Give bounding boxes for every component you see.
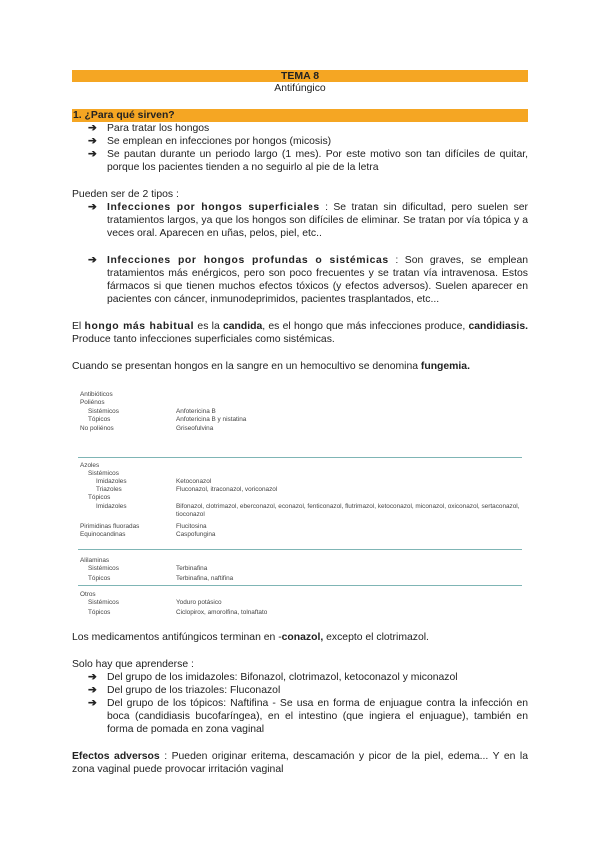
table-row bbox=[80, 503, 520, 518]
table-cell-category: Azoles bbox=[80, 462, 100, 469]
arrow-right-icon: ➔ bbox=[88, 255, 97, 266]
arrow-right-icon: ➔ bbox=[88, 202, 97, 213]
table-row bbox=[80, 591, 520, 599]
table-row bbox=[80, 599, 520, 607]
table-row bbox=[80, 425, 520, 433]
arrow-right-icon: ➔ bbox=[88, 672, 97, 683]
list-item: ➔ Se emplean en infecciones por hongos (micosis) bbox=[88, 136, 332, 147]
table-divider bbox=[78, 457, 522, 458]
table-cell-category: Poliénos bbox=[80, 399, 105, 406]
arrow-right-icon: ➔ bbox=[88, 149, 97, 160]
table-cell-drugs: Anfotericina B y nistatina bbox=[176, 416, 247, 423]
table-cell-category: Antibióticos bbox=[80, 391, 113, 398]
table-cell-category: Sistémicos bbox=[88, 599, 119, 606]
table-cell-category: Tópicos bbox=[88, 609, 111, 616]
arrow-right-icon: ➔ bbox=[88, 685, 97, 696]
table-row bbox=[80, 565, 520, 573]
table-cell-category: Tópicos bbox=[88, 575, 111, 582]
table-cell-drugs: Bifonazol, clotrimazol, eberconazol, econazol, fenticonazol, flutrimazol, ketoconazol, miconazol, oxiconazol, sertaconazol, tioconazol bbox=[176, 503, 520, 518]
table-cell-category: Sistémicos bbox=[88, 470, 119, 477]
adverse-effects-paragraph: Efectos adversos : Pueden originar eritema, descamación y picor de la piel, edema... Y en la zona vaginal puede provocar irritación vaginal bbox=[72, 751, 528, 775]
table-row bbox=[80, 609, 520, 617]
table-cell-category: Alilaminas bbox=[80, 557, 110, 564]
arrow-right-icon: ➔ bbox=[88, 136, 97, 147]
list-item: ➔ Del grupo de los triazoles: Fluconazol bbox=[88, 685, 281, 696]
page-subtitle: Antifúngico bbox=[274, 83, 326, 94]
table-cell-drugs: Caspofungina bbox=[176, 531, 216, 538]
table-cell-category: Tópicos bbox=[88, 494, 111, 501]
list-item: ➔ Infecciones por hongos superficiales : Se tratan sin dificultad, pero suelen ser tratamientos largos, ya que los hongos son difíciles de eliminar. Se tratan por vía tópica y a veces oral. Aparecen en uñas, pelos, piel, etc.. bbox=[88, 202, 528, 239]
table-cell-category: Triazoles bbox=[96, 486, 122, 493]
candida-paragraph: El hongo más habitual es la candida, es el hongo que más infecciones produce, candidiasis. Produce tanto infecciones superficiales como sistémicas. bbox=[72, 321, 528, 345]
table-row bbox=[80, 478, 520, 486]
purpose-list bbox=[72, 122, 528, 174]
document-page bbox=[72, 70, 528, 776]
table-cell-category: Sistémicos bbox=[88, 565, 119, 572]
table-divider bbox=[78, 585, 522, 586]
table-cell-category: Sistémicos bbox=[88, 408, 119, 415]
table-cell-drugs: Ketoconazol bbox=[176, 478, 212, 485]
table-row bbox=[80, 486, 520, 494]
table-row bbox=[80, 494, 520, 502]
table-row bbox=[80, 399, 520, 407]
section-heading: 1. ¿Para qué sirven? bbox=[72, 109, 528, 122]
list-item: ➔ Para tratar los hongos bbox=[88, 123, 210, 134]
table-cell-drugs: Flucitosina bbox=[176, 523, 207, 530]
table-cell-category: Equinocandinas bbox=[80, 531, 126, 538]
table-row bbox=[80, 531, 520, 539]
table-cell-drugs: Ciclopirox, amorolfina, tolnaftato bbox=[176, 609, 268, 616]
table-row bbox=[80, 470, 520, 478]
table-cell-drugs: Griseofulvina bbox=[176, 425, 214, 432]
conazol-paragraph: Los medicamentos antifúngicos terminan en -conazol, excepto el clotrimazol. bbox=[72, 632, 429, 643]
table-cell-drugs: Terbinafina bbox=[176, 565, 208, 572]
types-list bbox=[72, 201, 528, 240]
table-row bbox=[80, 462, 520, 470]
table-row bbox=[80, 391, 520, 399]
table-cell-category: Imidazoles bbox=[96, 503, 127, 510]
table-cell-category: No poliénos bbox=[80, 425, 114, 432]
table-cell-category: Tópicos bbox=[88, 416, 111, 423]
table-cell-category: Pirimidinas fluoradas bbox=[80, 523, 140, 530]
list-item: ➔ Se pautan durante un periodo largo (1 mes). Por este motivo son tan difíciles de quitar, porque los pacientes tienden a no seguirlo al pie de la letra bbox=[88, 149, 528, 173]
table-row bbox=[80, 575, 520, 583]
table-cell-drugs: Terbinafina, naftifina bbox=[176, 575, 234, 582]
list-item: ➔ Infecciones por hongos profundas o sistémicas : Son graves, se emplean tratamientos más enérgicos, pero son poco frecuentes y se tratan vía intravenosa. Estos fármacos si que tienen muchos efectos tóxicos (y efectos adversos). Suelen aparecer en pacientes con cáncer, inmunodeprimidos, pacientes trasplantados, etc... bbox=[88, 255, 528, 305]
table-row bbox=[80, 523, 520, 531]
table-cell-category: Imidazoles bbox=[96, 478, 127, 485]
types-intro: Pueden ser de 2 tipos : bbox=[72, 189, 179, 200]
antifungal-table bbox=[72, 387, 528, 617]
table-cell-drugs: Fluconazol, itraconazol, voriconazol bbox=[176, 486, 278, 493]
table-row bbox=[80, 557, 520, 565]
learn-list bbox=[72, 671, 528, 736]
table-cell-category: Otros bbox=[80, 591, 96, 598]
table-cell-drugs: Anfotericina B bbox=[176, 408, 216, 415]
table-divider bbox=[78, 549, 522, 550]
list-item: ➔ Del grupo de los tópicos: Naftifina - Se usa en forma de enjuague contra la infección en boca (candidiasis bucofaríngea), en el intestino (que ingiera el enjuague), también en forma de pomada en zona vaginal bbox=[88, 698, 528, 735]
fungemia-paragraph: Cuando se presentan hongos en la sangre en un hemocultivo se denomina fungemia. bbox=[72, 361, 470, 372]
types-list-2 bbox=[72, 254, 528, 306]
arrow-right-icon: ➔ bbox=[88, 698, 97, 709]
table-row bbox=[80, 416, 520, 424]
table-cell-drugs: Yoduro potásico bbox=[176, 599, 222, 606]
table-row bbox=[80, 408, 520, 416]
list-item: ➔ Del grupo de los imidazoles: Bifonazol, clotrimazol, ketoconazol y miconazol bbox=[88, 672, 458, 683]
arrow-right-icon: ➔ bbox=[88, 123, 97, 134]
page-title: TEMA 8 bbox=[72, 70, 528, 82]
learn-intro: Solo hay que aprenderse : bbox=[72, 659, 194, 670]
